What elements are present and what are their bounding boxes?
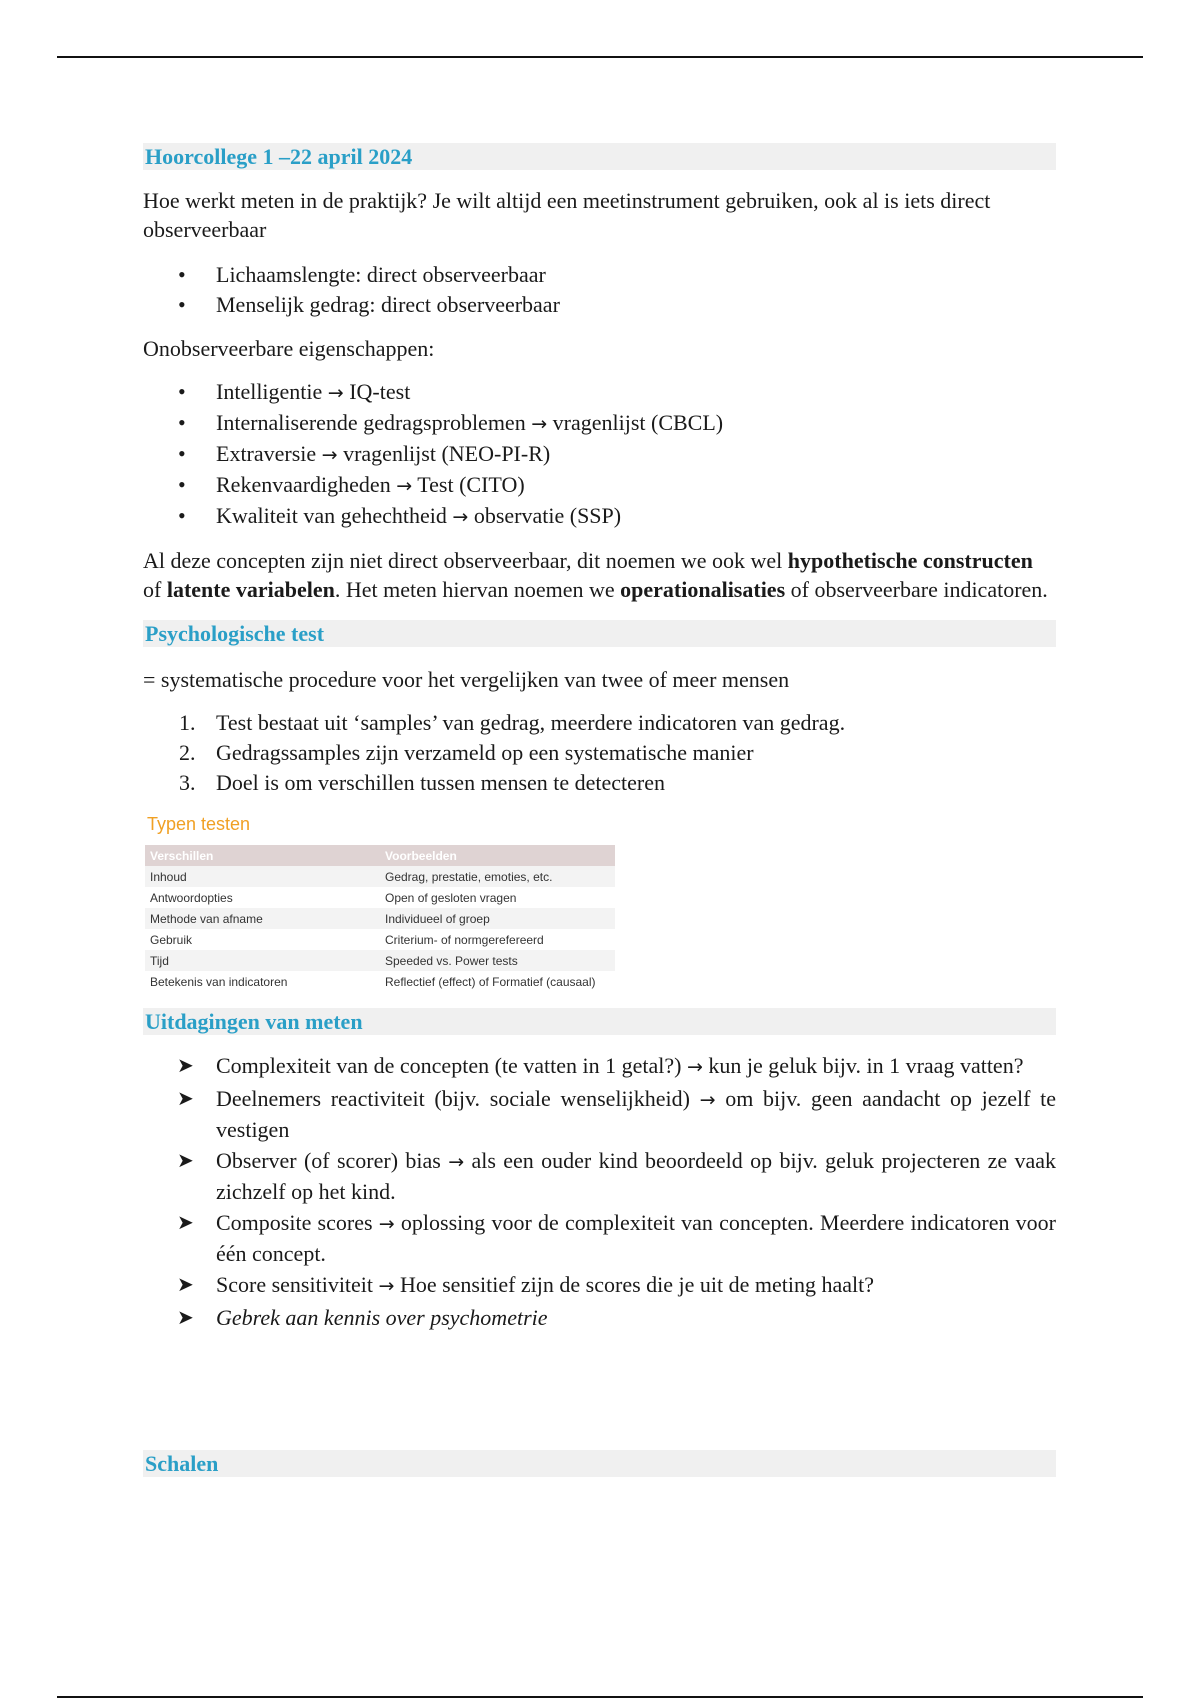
- arrow-icon: →: [378, 1213, 395, 1235]
- table-row: [145, 929, 615, 950]
- summary-text: of: [143, 577, 167, 602]
- psych-test-points: [143, 708, 1056, 798]
- term-operationalisations: operationalisaties: [620, 577, 786, 602]
- list-item: [143, 439, 1056, 470]
- table-row: [145, 908, 615, 929]
- arrow-bullet-icon: ➤: [177, 1148, 194, 1172]
- item-text: Test bestaat uit ‘samples’ van gedrag, meerdere indicatoren van gedrag.: [216, 710, 846, 735]
- item-text: Composite scores: [216, 1210, 373, 1235]
- item-text: als een ouder kind beoordeeld op bijv. geluk projecteren ze vaak zichzelf op het kind.: [216, 1148, 1057, 1204]
- challenges-list: [143, 1051, 1056, 1332]
- arrow-icon: →: [396, 475, 413, 497]
- item-text: Hoe sensitief zijn de scores die je uit de meting haalt?: [399, 1272, 875, 1297]
- summary-text: of observeerbare indicatoren.: [785, 577, 1048, 602]
- table-cell: Speeded vs. Power tests: [380, 950, 615, 971]
- list-item: [143, 1208, 1056, 1268]
- list-item: [143, 377, 1056, 408]
- table-row: [145, 950, 615, 971]
- list-item: [143, 1146, 1056, 1206]
- item-text: oplossing voor de complexiteit van concepten. Meerdere indicatoren voor één concept.: [216, 1210, 1056, 1266]
- document-body: [143, 143, 1056, 1477]
- intro-paragraph: Hoe werkt meten in de praktijk? Je wilt altijd een meetinstrument gebruiken, ook al is iets direct observeerbaar: [143, 188, 991, 242]
- test-types-figure: [145, 814, 615, 992]
- list-item: • Lichaamslengte: direct observeerbaar: [143, 260, 1056, 290]
- psych-test-definition: = systematische procedure voor het vergelijken van twee of meer mensen: [143, 667, 790, 692]
- instrument: vragenlijst (NEO-PI-R): [343, 441, 551, 466]
- arrow-bullet-icon: ➤: [177, 1210, 194, 1234]
- arrow-icon: →: [378, 1275, 395, 1297]
- item-text: Gebrek aan kennis over psychometrie: [216, 1305, 548, 1330]
- list-item: [143, 1270, 1056, 1301]
- concept: Extraversie: [216, 441, 317, 466]
- instrument: vragenlijst (CBCL): [552, 410, 724, 435]
- lecture-heading: Hoorcollege 1 –22 april 2024: [143, 143, 1056, 170]
- table-cell: Criterium- of normgerefereerd: [380, 929, 615, 950]
- scales-heading: Schalen: [143, 1450, 1056, 1477]
- test-types-table: [145, 845, 615, 992]
- table-cell: Gebruik: [145, 929, 380, 950]
- item-text: Score sensitiviteit: [216, 1272, 374, 1297]
- arrow-icon: →: [321, 444, 338, 466]
- arrow-bullet-icon: ➤: [177, 1053, 194, 1077]
- summary-paragraph: [143, 546, 1056, 604]
- figure-title: Typen testen: [147, 814, 251, 834]
- list-item: [143, 708, 1056, 738]
- list-item: • Menselijk gedrag: direct observeerbaar: [143, 290, 1056, 320]
- table-cell: Tijd: [145, 950, 380, 971]
- unobservable-list: [143, 377, 1056, 532]
- table-cell: Antwoordopties: [145, 887, 380, 908]
- table-row: [145, 866, 615, 887]
- item-number: 1.: [179, 710, 196, 735]
- arrow-bullet-icon: ➤: [177, 1272, 194, 1296]
- column-header: Voorbeelden: [380, 845, 615, 866]
- list-item: [143, 408, 1056, 439]
- table-cell: Betekenis van indicatoren: [145, 971, 380, 992]
- observable-list: [143, 260, 1056, 320]
- table-cell: Reflectief (effect) of Formatief (causaal): [380, 971, 615, 992]
- table-header-row: [145, 845, 615, 866]
- table-cell: Inhoud: [145, 866, 380, 887]
- list-item: [143, 768, 1056, 798]
- arrow-icon: →: [448, 1151, 465, 1173]
- list-item: [143, 501, 1056, 532]
- concept: Intelligentie: [216, 379, 323, 404]
- item-text: om bijv. geen aandacht op jezelf te vestigen: [216, 1086, 1057, 1142]
- list-item: [143, 738, 1056, 768]
- item-number: 2.: [179, 740, 196, 765]
- table-row: [145, 887, 615, 908]
- item-text: Doel is om verschillen tussen mensen te detecteren: [216, 770, 666, 795]
- challenges-heading: Uitdagingen van meten: [143, 1008, 1056, 1035]
- item-text: Complexiteit van de concepten (te vatten in 1 getal?): [216, 1053, 682, 1078]
- item-text: Observer (of scorer) bias: [216, 1148, 441, 1173]
- item-text: Deelnemers reactiviteit (bijv. sociale wenselijkheid): [216, 1086, 690, 1111]
- arrow-icon: →: [531, 413, 548, 435]
- concept: Rekenvaardigheden: [216, 472, 391, 497]
- arrow-icon: →: [699, 1089, 716, 1111]
- instrument: observatie (SSP): [473, 503, 622, 528]
- concept: Internaliserende gedragsproblemen: [216, 410, 526, 435]
- arrow-icon: →: [687, 1056, 703, 1078]
- list-item: [143, 470, 1056, 501]
- list-item: [143, 1303, 1056, 1332]
- column-header: Verschillen: [145, 845, 380, 866]
- list-item: [143, 1051, 1056, 1082]
- table-row: [145, 971, 615, 992]
- term-latent-variables: latente variabelen: [166, 577, 335, 602]
- instrument: Test (CITO): [417, 472, 525, 497]
- arrow-bullet-icon: ➤: [177, 1305, 194, 1329]
- list-item: [143, 1084, 1056, 1144]
- arrow-icon: →: [327, 382, 344, 404]
- item-number: 3.: [179, 770, 196, 795]
- arrow-bullet-icon: ➤: [177, 1086, 194, 1110]
- psych-test-heading: Psychologische test: [143, 620, 1056, 647]
- unobservable-heading: Onobserveerbare eigenschappen:: [143, 336, 435, 361]
- item-text: kun je geluk bijv. in 1 vraag vatten?: [708, 1053, 1024, 1078]
- summary-text: . Het meten hiervan noemen we: [334, 577, 621, 602]
- top-rule: [57, 56, 1143, 58]
- concept: Kwaliteit van gehechtheid: [216, 503, 447, 528]
- table-cell: Methode van afname: [145, 908, 380, 929]
- arrow-icon: →: [452, 506, 469, 528]
- table-cell: Gedrag, prestatie, emoties, etc.: [380, 866, 615, 887]
- instrument: IQ-test: [349, 379, 411, 404]
- item-text: Gedragssamples zijn verzameld op een systematische manier: [216, 740, 754, 765]
- bottom-rule: [57, 1696, 1143, 1698]
- table-cell: Open of gesloten vragen: [380, 887, 615, 908]
- term-hypothetical-constructs: hypothetische constructen: [787, 548, 1033, 573]
- summary-text: Al deze concepten zijn niet direct observeerbaar, dit noemen we ook wel: [143, 548, 788, 573]
- table-cell: Individueel of groep: [380, 908, 615, 929]
